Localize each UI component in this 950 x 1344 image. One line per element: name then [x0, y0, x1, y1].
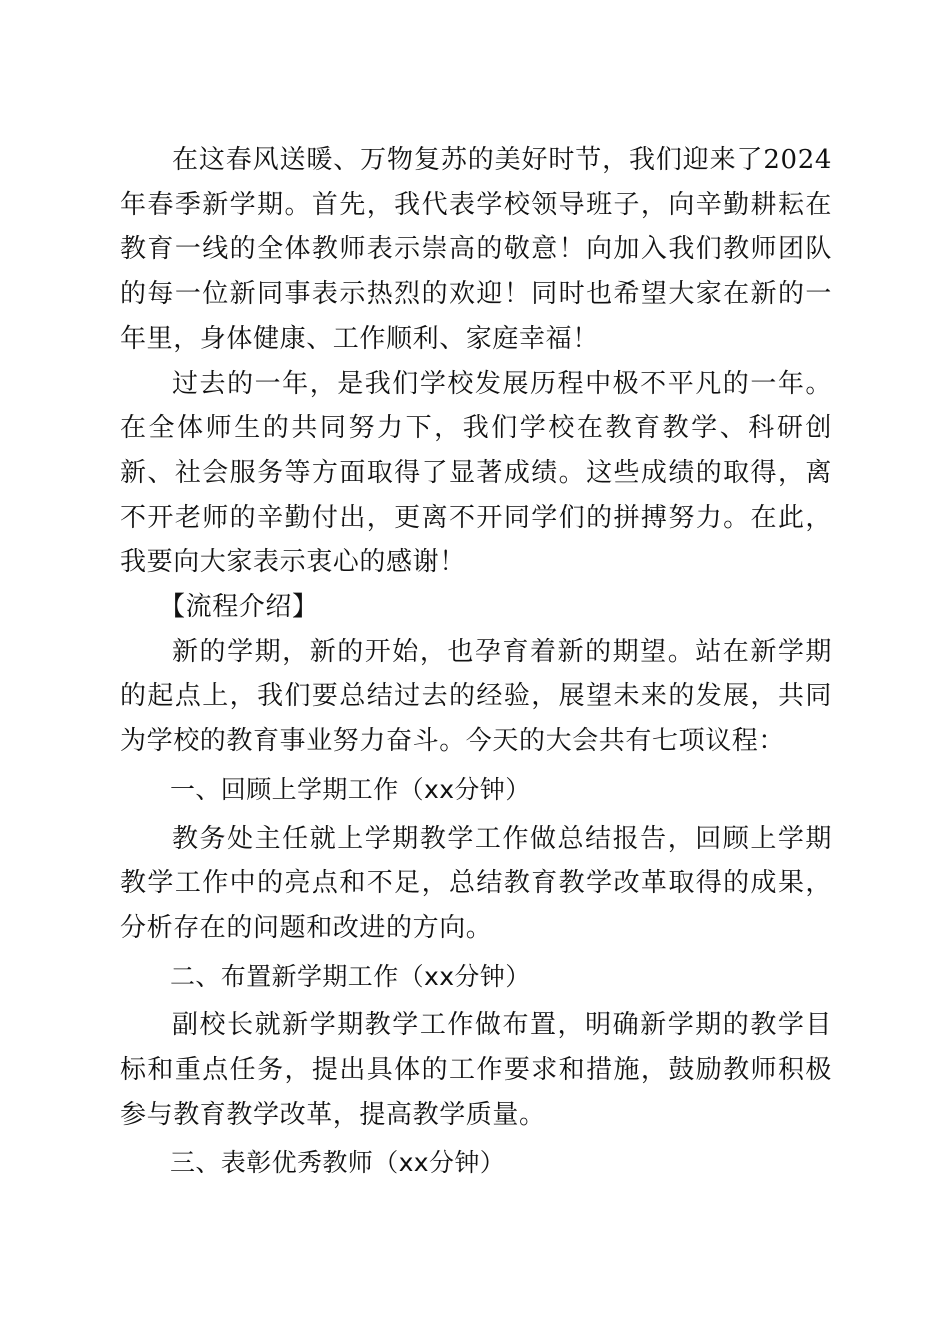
agenda-item-2-title: 二、布置新学期工作（xx分钟） [170, 961, 531, 991]
agenda-intro-paragraph: 新的学期，新的开始，也孕育着新的期望。站在新学期的起点上，我们要总结过去的经验，展望未来的发展，共同为学校的教育事业努力奋斗。今天的大会共有七项议程： [120, 636, 832, 757]
agenda-item-3-title: 三、表彰优秀教师（xx分钟） [170, 1148, 506, 1178]
section-label: 【流程介绍】 [159, 592, 319, 623]
document-body [120, 138, 832, 1190]
agenda-item-1-body: 教务处主任就上学期教学工作做总结报告，回顾上学期教学工作中的亮点和不足，总结教育教学改革取得的成果，分析存在的问题和改进的方向。 [120, 823, 832, 943]
agenda-item-1-title: 一、回顾上学期工作（xx分钟） [170, 774, 531, 804]
opening-paragraph: 在这春风送暖、万物复苏的美好时节，我们迎来了2024年春季新学期。首先，我代表学校领导班子，向辛勤耕耘在教育一线的全体教师表示崇高的敬意！向加入我们教师团队的每一位新同事表示热烈的欢迎！同时也希望大家在新的一年里，身体健康、工作顺利、家庭幸福！ [120, 145, 832, 354]
agenda-item-2-body: 副校长就新学期教学工作做布置，明确新学期的教学目标和重点任务，提出具体的工作要求和措施，鼓励教师积极参与教育教学改革，提高教学质量。 [120, 1010, 832, 1130]
review-paragraph: 过去的一年，是我们学校发展历程中极不平凡的一年。在全体师生的共同努力下，我们学校在教育教学、科研创新、社会服务等方面取得了显著成绩。这些成绩的取得，离不开老师的辛勤付出，更离不开同学们的拼搏努力。在此，我要向大家表示衷心的感谢！ [120, 368, 832, 578]
